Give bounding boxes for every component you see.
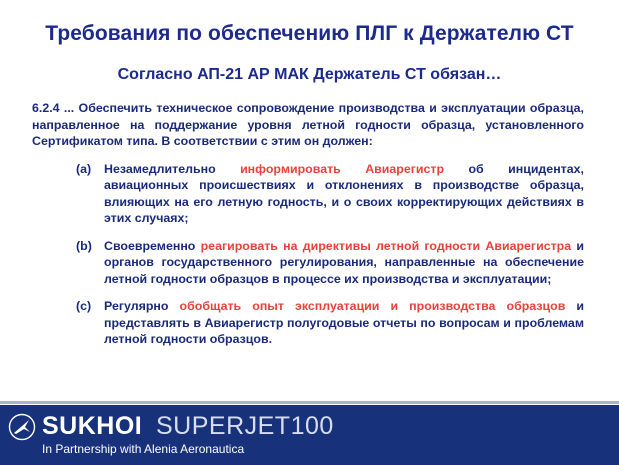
item-marker: (a) bbox=[76, 161, 92, 176]
item-highlight: обобщать опыт эксплуатации и производства образцов bbox=[179, 299, 566, 313]
list-item-b bbox=[32, 238, 584, 288]
slide-title: Требования по обеспечению ПЛГ к Держателю СТ bbox=[45, 22, 574, 45]
logo-superjet: SUPERJET100 bbox=[156, 412, 334, 440]
aircraft-emblem-icon bbox=[8, 413, 36, 441]
partnership-text: In Partnership with Alenia Aeronautica bbox=[42, 442, 245, 456]
slide-subtitle: Согласно АП-21 АР МАК Держатель СТ обязан… bbox=[117, 66, 502, 83]
logo-sukhoi: SUKHOI bbox=[42, 412, 143, 440]
item-text bbox=[104, 161, 584, 227]
item-text bbox=[104, 298, 584, 348]
footer-divider bbox=[0, 401, 619, 404]
item-text-post: и органов государственного регулирования, направленные на обеспечение летной годности образцов в процессе их производства и эксплуатации; bbox=[104, 238, 584, 286]
list-item-c bbox=[32, 298, 584, 348]
item-text-pre: Незамедлительно bbox=[104, 161, 241, 176]
item-marker: (b) bbox=[76, 238, 92, 253]
list-item-a bbox=[32, 161, 584, 227]
item-text-post: об инцидентах, авиационных происшествиях и отклонениях в производстве образца, влияющих на его летную годность, и о своих корректирующих действиях в этих случаях; bbox=[104, 161, 584, 225]
item-text-pre: Регулярно bbox=[104, 299, 180, 313]
item-highlight: информировать Авиарегистр bbox=[240, 161, 445, 176]
item-marker: (c) bbox=[76, 299, 92, 313]
intro-paragraph: 6.2.4 ... Обеспечить техническое сопровождение производства и эксплуатации образца, направленное на поддержание уровня летной годности образца, установленного Сертификатом типа. В соответствии с этим он должен: bbox=[32, 101, 584, 148]
item-highlight: реагировать на директивы летной годности Авиарегистра bbox=[200, 238, 572, 253]
item-text bbox=[104, 238, 584, 288]
item-text-pre: Своевременно bbox=[104, 238, 201, 253]
requirements-content bbox=[32, 100, 584, 348]
item-text-post: и представлять в Авиарегистр полугодовые отчеты по вопросам и проблемам летной годности образцов. bbox=[104, 299, 585, 346]
